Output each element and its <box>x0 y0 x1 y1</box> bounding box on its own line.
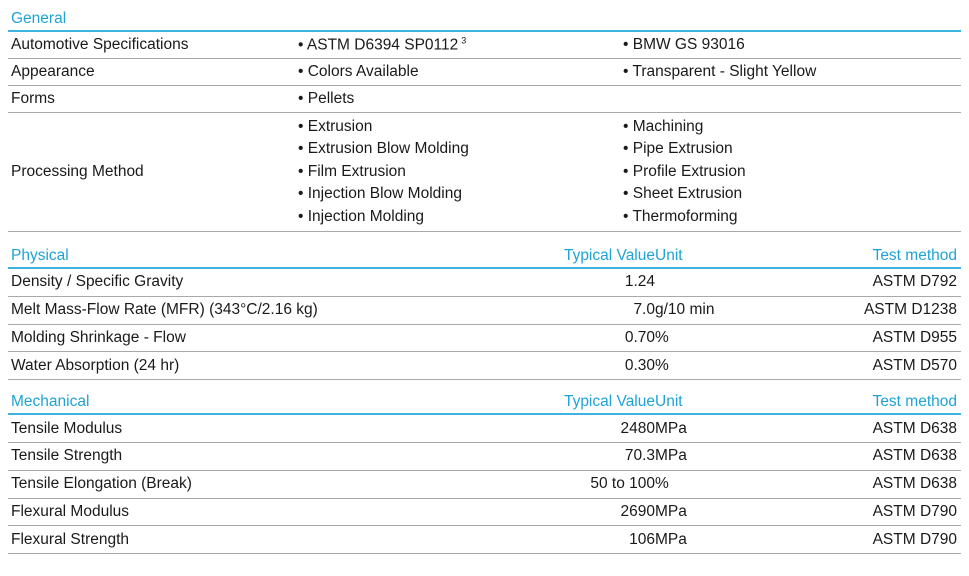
bullet-item: • Pipe Extrusion <box>623 140 733 158</box>
bullet-text: Extrusion Blow Molding <box>307 140 469 158</box>
bullet-item: • ASTM D6394 SP0112 $^3$ <box>298 35 467 54</box>
bullet-text: Machining <box>632 118 704 135</box>
test-method: ASTM D790 <box>872 530 957 548</box>
unit: MPa <box>655 447 687 465</box>
datasheet <box>8 0 961 554</box>
test-method: ASTM D955 <box>872 328 957 346</box>
test-method: ASTM D638 <box>872 419 957 437</box>
bullet-item: • Injection Molding <box>298 207 425 225</box>
property-label: Appearance <box>11 63 95 80</box>
physical-section-header <box>8 243 961 269</box>
unit: MPa <box>655 419 687 437</box>
table-row <box>8 443 961 471</box>
bullet-item: • Film Extrusion <box>298 162 406 180</box>
typical-value: 50 to 100 <box>590 475 655 493</box>
bullet-list <box>623 116 746 228</box>
bullet-text: Injection Blow Molding <box>307 185 462 203</box>
table-row <box>8 269 961 297</box>
bullet-item: • Injection Blow Molding <box>298 185 462 203</box>
bullet-text: Profile Extrusion <box>632 162 746 180</box>
bullet-item: • Thermoforming <box>623 207 738 225</box>
mechanical-value-header: Typical Value <box>563 393 655 411</box>
property-label: Forms <box>11 90 55 107</box>
table-row <box>8 325 961 353</box>
physical-table <box>8 269 961 380</box>
typical-value: 0.30 <box>624 356 655 374</box>
property-label: Melt Mass-Flow Rate (MFR) (343°C/2.16 kg) <box>11 301 318 319</box>
mechanical-table <box>8 415 961 554</box>
table-row <box>8 526 961 554</box>
unit: MPa <box>655 530 687 548</box>
physical-title: Physical <box>11 247 69 264</box>
typical-value: 1.24 <box>624 273 655 291</box>
bullet-item: • BMW GS 93016 <box>623 36 745 53</box>
typical-value: 106 <box>629 530 655 548</box>
property-label: Processing Method <box>11 163 144 180</box>
property-label: Flexural Strength <box>11 530 130 548</box>
physical-unit-header: Unit <box>655 247 683 264</box>
bullet-item: • Machining <box>623 118 704 135</box>
unit: MPa <box>655 502 687 520</box>
general-title: General <box>11 10 67 27</box>
property-label: Tensile Strength <box>11 447 123 465</box>
unit: % <box>655 356 669 374</box>
bullet-item: • Pellets <box>298 90 355 107</box>
typical-value: 0.70 <box>624 328 655 346</box>
bullet-text: Film Extrusion <box>307 162 406 180</box>
test-method: ASTM D638 <box>872 475 957 493</box>
unit: g/10 min <box>655 301 715 319</box>
table-row <box>8 113 961 232</box>
bullet-item: • Profile Extrusion <box>623 162 746 180</box>
bullet-text: Injection Molding <box>307 207 425 225</box>
table-row <box>8 32 961 59</box>
typical-value: 2480 <box>620 419 655 437</box>
bullet-text: Pellets <box>307 90 355 107</box>
typical-value: 70.3 <box>624 447 655 465</box>
bullet-list <box>298 116 469 228</box>
table-row <box>8 499 961 527</box>
bullet-item: • Transparent - Slight Yellow <box>623 63 817 80</box>
property-label: Tensile Elongation (Break) <box>11 475 192 493</box>
property-label: Automotive Specifications <box>11 36 189 53</box>
bullet-item: • Extrusion <box>298 118 373 135</box>
bullet-text: BMW GS 93016 <box>632 36 745 53</box>
test-method: ASTM D638 <box>872 447 957 465</box>
footnote-marker: 3 <box>461 35 467 46</box>
general-section-header <box>8 6 961 32</box>
table-row <box>8 415 961 443</box>
bullet-text: Sheet Extrusion <box>632 185 743 203</box>
test-method: ASTM D570 <box>872 356 957 374</box>
typical-value: 7.0 <box>633 301 655 319</box>
test-method: ASTM D792 <box>872 273 957 291</box>
mechanical-title: Mechanical <box>11 393 90 411</box>
physical-test-header: Test method <box>872 247 957 264</box>
mechanical-test-header: Test method <box>872 393 957 411</box>
general-table <box>8 32 961 232</box>
bullet-item: • Extrusion Blow Molding <box>298 140 469 158</box>
table-row <box>8 59 961 86</box>
table-row <box>8 86 961 113</box>
bullet-item: • Sheet Extrusion <box>623 185 743 203</box>
table-row <box>8 352 961 380</box>
bullet-text: Colors Available <box>307 63 419 80</box>
property-label: Tensile Modulus <box>11 419 123 437</box>
test-method: ASTM D1238 <box>863 301 957 319</box>
property-label: Density / Specific Gravity <box>11 273 184 291</box>
unit: % <box>655 328 669 346</box>
table-row <box>8 297 961 325</box>
bullet-item: • Colors Available <box>298 63 419 80</box>
property-label: Flexural Modulus <box>11 502 130 520</box>
bullet-text: Extrusion <box>307 118 373 135</box>
unit: % <box>655 475 669 493</box>
bullet-text: Thermoforming <box>632 207 738 225</box>
bullet-text: Transparent - Slight Yellow <box>632 63 817 80</box>
typical-value: 2690 <box>620 502 655 520</box>
property-label: Molding Shrinkage - Flow <box>11 328 186 346</box>
mechanical-unit-header: Unit <box>655 393 683 411</box>
property-label: Water Absorption (24 hr) <box>11 356 180 374</box>
test-method: ASTM D790 <box>872 502 957 520</box>
bullet-text: ASTM D6394 SP0112 <box>306 36 459 54</box>
table-row <box>8 471 961 499</box>
mechanical-section-header <box>8 389 961 415</box>
bullet-text: Pipe Extrusion <box>632 140 733 158</box>
physical-value-header: Typical Value <box>563 247 655 264</box>
